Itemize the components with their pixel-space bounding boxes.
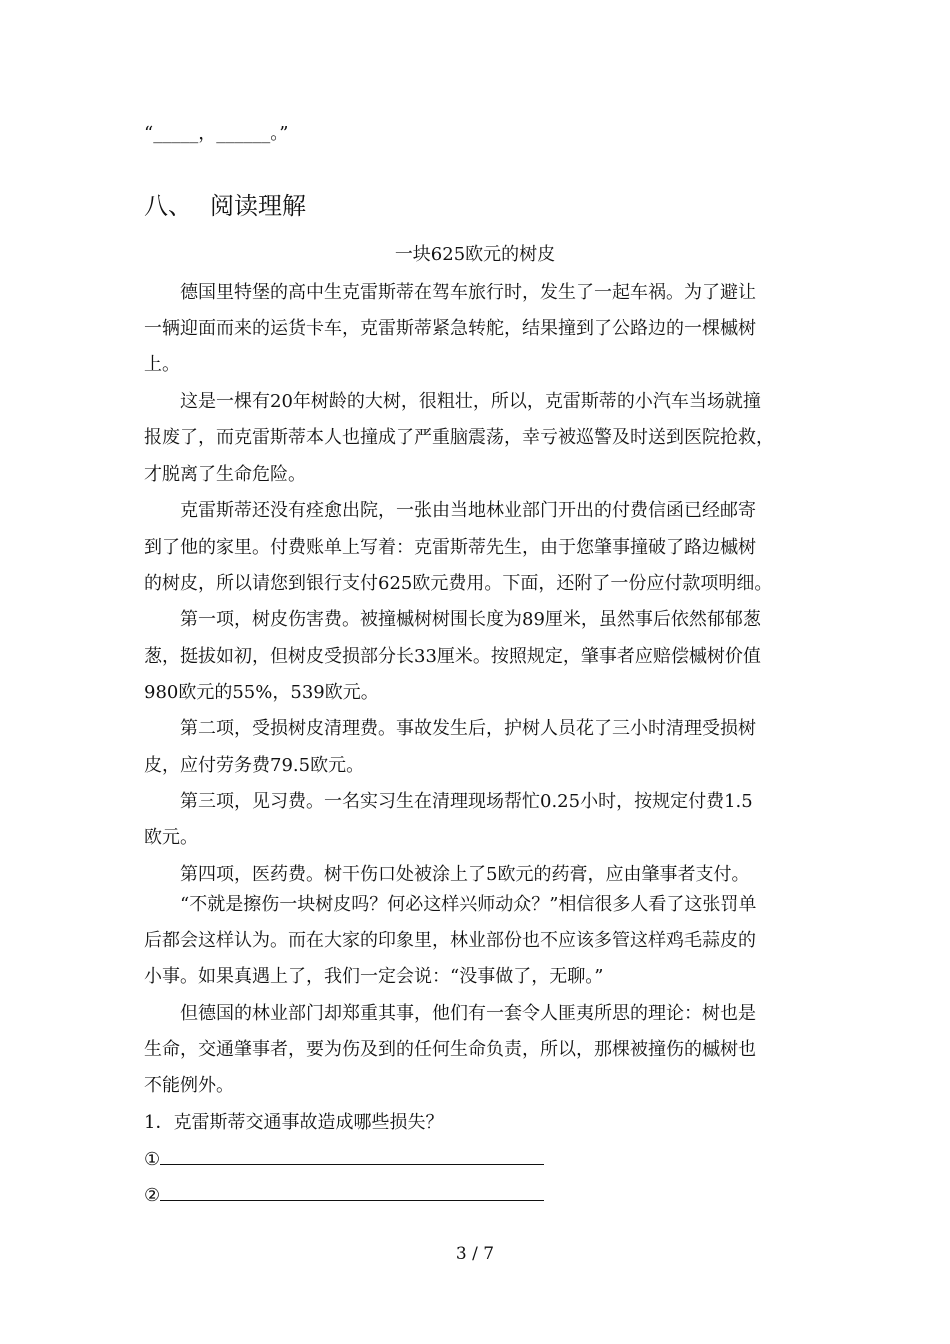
article-line: 才脱离了生命危险。	[144, 464, 306, 485]
article-line: 一辆迎面而来的运货卡车，克雷斯蒂紧急转舵，结果撞到了公路边的一棵槭树	[144, 318, 756, 339]
article-line: 克雷斯蒂还没有痊愈出院，一张由当地林业部门开出的付费信函已经邮寄	[180, 500, 756, 521]
article-line: 后都会这样认为。而在大家的印象里，林业部份也不应该多管这样鸡毛蒜皮的	[144, 930, 756, 951]
article-line: 第二项，受损树皮清理费。事故发生后，护树人员花了三小时清理受损树	[180, 718, 756, 739]
question-text: 1．克雷斯蒂交通事故造成哪些损失？	[144, 1112, 444, 1133]
section-number: 八、	[144, 192, 192, 220]
article-line: 第四项，医药费。树干伤口处被涂上了5欧元的药膏，应由肇事者支付。	[180, 864, 750, 885]
article-line: 的树皮，所以请您到银行支付625欧元费用。下面，还附了一份应付款项明细。	[144, 573, 773, 594]
answer-line-2[interactable]	[144, 1182, 544, 1210]
answer-underline	[160, 1146, 544, 1165]
answer-marker: ②	[144, 1185, 161, 1206]
article-title: 一块625欧元的树皮	[394, 244, 556, 265]
answer-line-1[interactable]	[144, 1146, 544, 1174]
article-line: 但德国的林业部门却郑重其事，他们有一套令人匪夷所思的理论：树也是	[180, 1003, 756, 1024]
article-line: 不能例外。	[144, 1075, 234, 1096]
article-line: 上。	[144, 354, 180, 375]
article-line: “不就是擦伤一块树皮吗？何必这样兴师动众？”相信很多人看了这张罚单	[180, 894, 757, 915]
article-line: 生命，交通肇事者，要为伤及到的任何生命负责，所以，那棵被撞伤的槭树也	[144, 1039, 756, 1060]
answer-underline	[160, 1182, 544, 1201]
article-line: 980欧元的55%，539欧元。	[144, 682, 379, 703]
article-line: 欧元。	[144, 827, 198, 848]
article-line: 德国里特堡的高中生克雷斯蒂在驾车旅行时，发生了一起车祸。为了避让	[180, 282, 756, 303]
page-number: 3 / 7	[455, 1244, 495, 1264]
answer-marker: ①	[144, 1149, 161, 1170]
article-line: 第一项，树皮伤害费。被撞槭树树围长度为89厘米，虽然事后依然郁郁葱	[180, 609, 761, 630]
article-line: 葱，挺拔如初，但树皮受损部分长33厘米。按照规定，肇事者应赔偿槭树价值	[144, 646, 761, 667]
article-line: 这是一棵有20年树龄的大树，很粗壮，所以，克雷斯蒂的小汽车当场就撞	[180, 391, 761, 412]
article-line: 到了他的家里。付费账单上写着：克雷斯蒂先生，由于您肇事撞破了路边槭树	[144, 537, 756, 558]
quote-fill-blank: “_____，______。”	[144, 123, 289, 144]
section-title: 阅读理解	[210, 192, 306, 220]
article-line: 皮，应付劳务费79.5欧元。	[144, 755, 365, 776]
article-line: 小事。如果真遇上了，我们一定会说：“没事做了，无聊。”	[144, 966, 604, 987]
article-line: 报废了，而克雷斯蒂本人也撞成了严重脑震荡，幸亏被巡警及时送到医院抢救，	[144, 427, 774, 448]
article-line: 第三项，见习费。一名实习生在清理现场帮忙0.25小时，按规定付费1.5	[180, 791, 753, 812]
section-heading	[144, 188, 306, 224]
